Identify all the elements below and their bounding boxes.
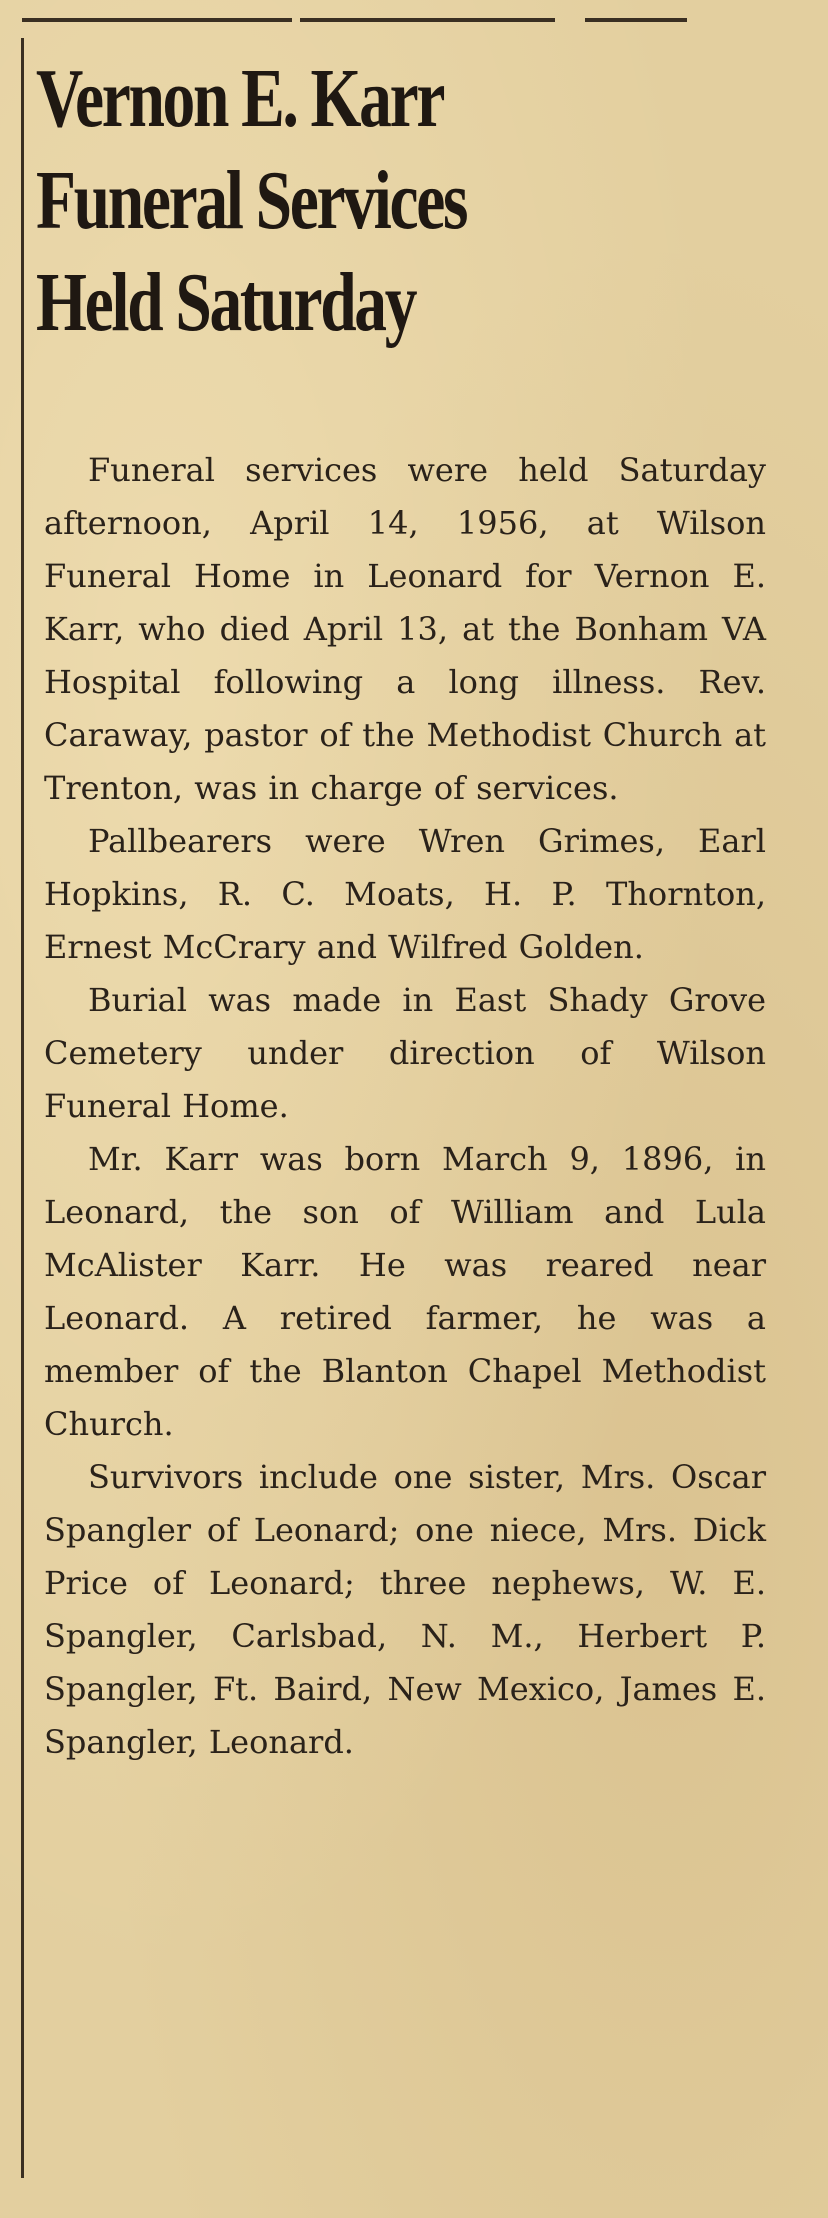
paragraph-funeral-services: Funeral services were held Saturday afternoon, April 14, 1956, at Wilson Funeral Home in Leonard for Vernon E. Karr, who died April 13, at the Bonham VA Hospital following a long illness. Rev. Caraway, pastor of the Methodist Church at Trenton, was in charge of services. — [44, 451, 766, 807]
article-body — [44, 444, 766, 1769]
headline: Vernon E. Karr Funeral Services Held Saturday — [36, 52, 467, 349]
paragraph-pallbearers: Pallbearers were Wren Grimes, Earl Hopkins, R. C. Moats, H. P. Thornton, Ernest McCrary and Wilfred Golden. — [44, 822, 766, 966]
top-rule-left — [22, 18, 292, 22]
column-rule — [21, 38, 24, 2178]
paragraph-survivors: Survivors include one sister, Mrs. Oscar Spangler of Leonard; one niece, Mrs. Dick Price of Leonard; three nephews, W. E. Spangler, Carlsbad, N. M., Herbert P. Spangler, Ft. Baird, New Mexico, James E. Spangler, Leonard. — [44, 1458, 766, 1761]
top-rule-middle — [300, 18, 555, 22]
top-rule-right — [585, 18, 687, 22]
paragraph-biography: Mr. Karr was born March 9, 1896, in Leonard, the son of William and Lula McAlister Karr. He was reared near Leonard. A retired farmer, he was a member of the Blanton Chapel Methodist Church. — [44, 1140, 766, 1443]
paragraph-burial: Burial was made in East Shady Grove Cemetery under direction of Wilson Funeral Home. — [44, 981, 766, 1125]
